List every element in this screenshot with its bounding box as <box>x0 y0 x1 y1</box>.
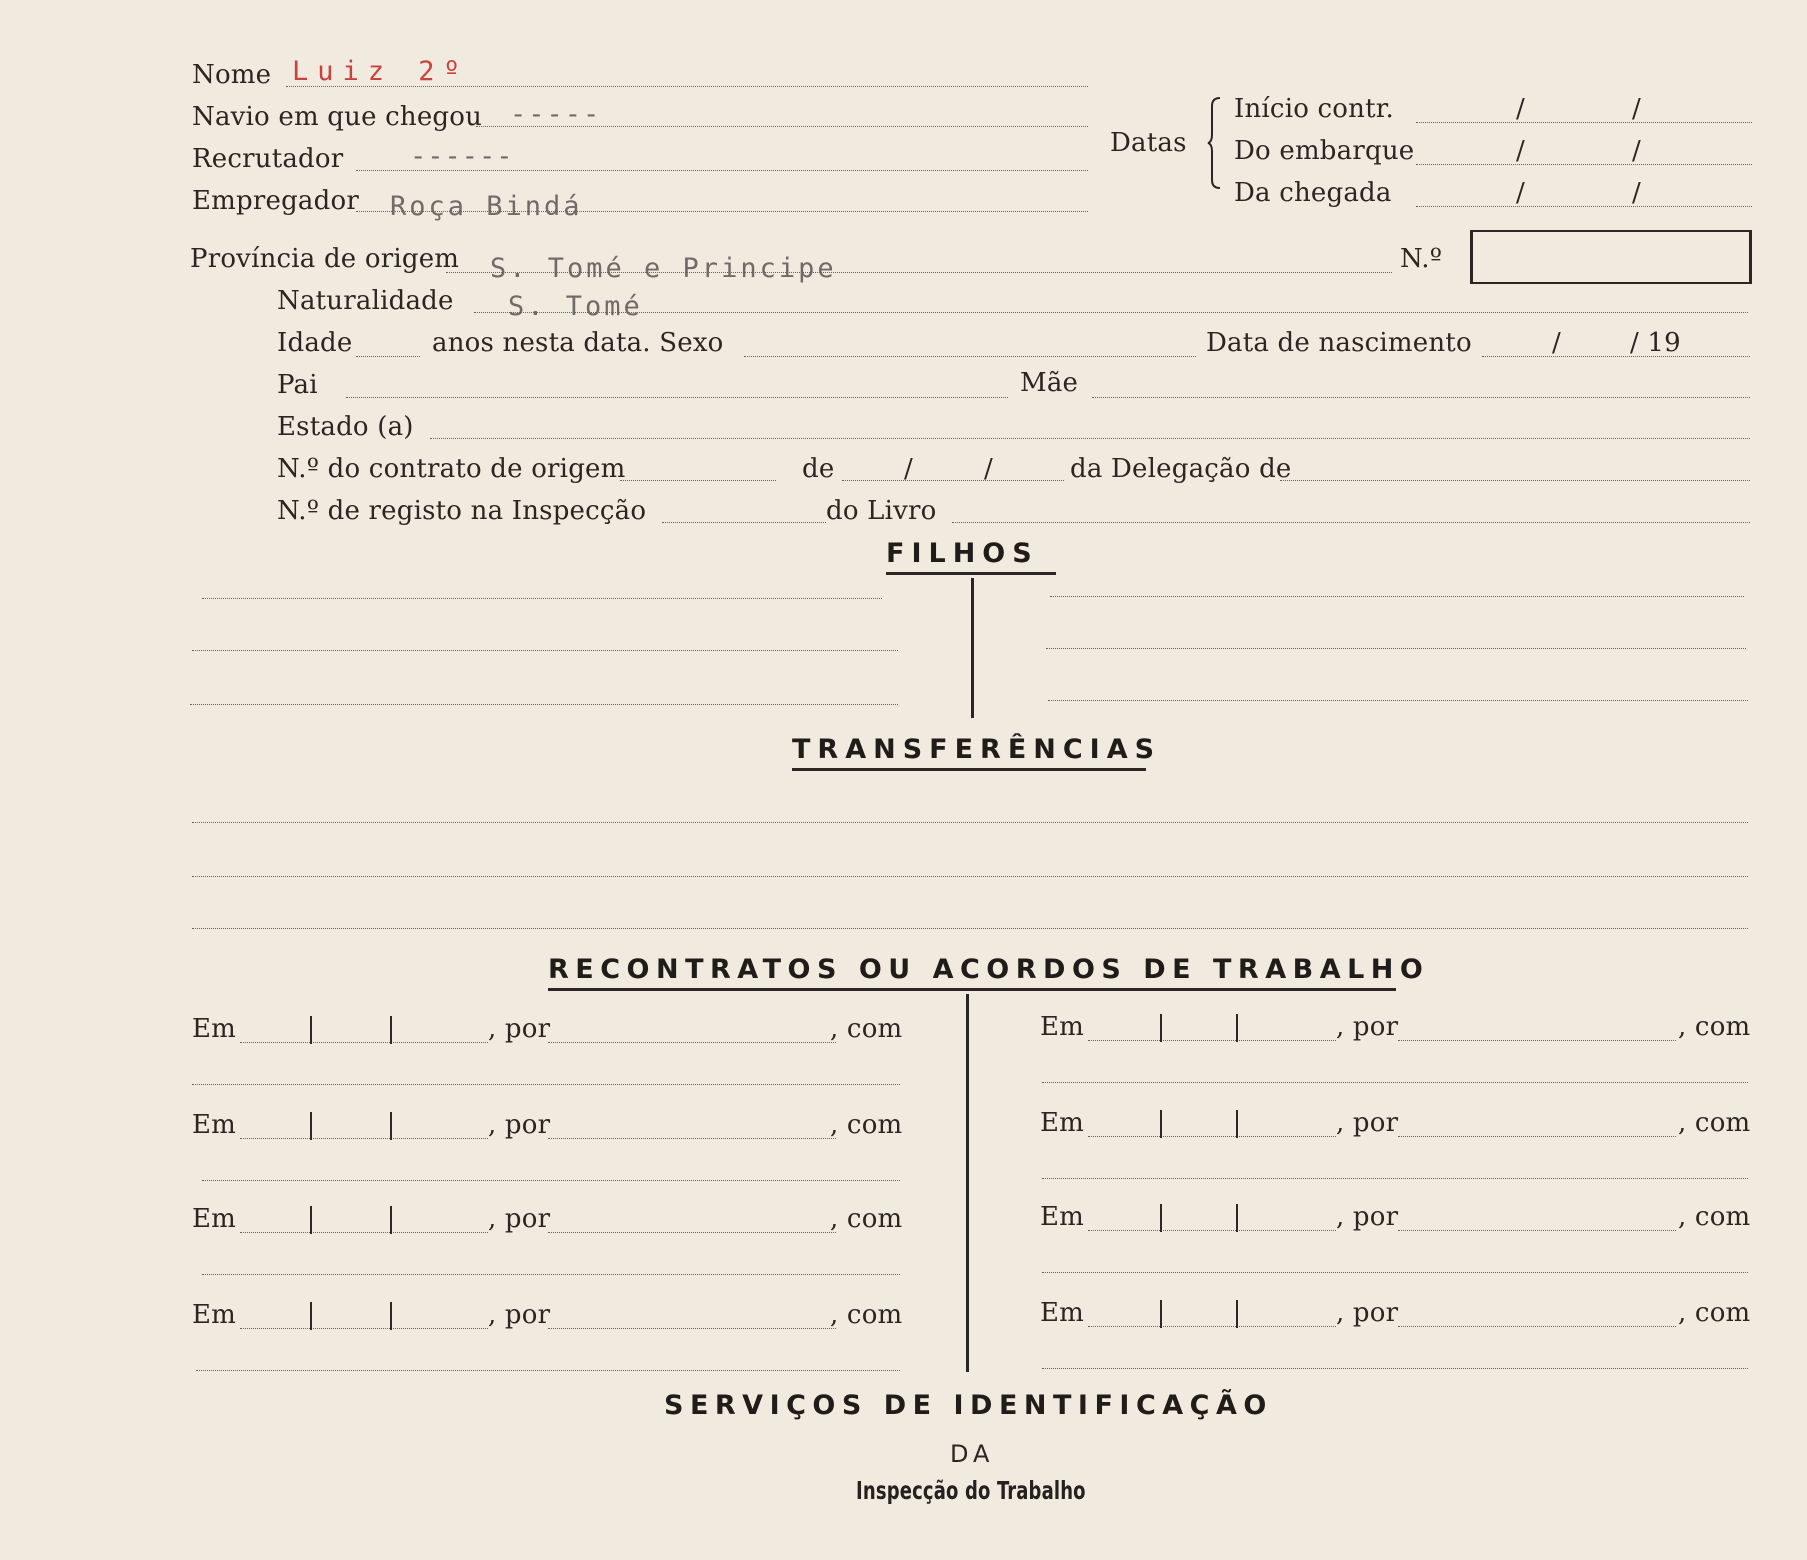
chegada-date-line[interactable] <box>1416 206 1752 207</box>
livro-field-line[interactable] <box>952 522 1750 523</box>
nome-value: Luiz 2º <box>292 56 469 87</box>
em-label: Em <box>192 1300 237 1330</box>
nascimento-year-prefix: / 19 <box>1630 328 1681 358</box>
por-field-line[interactable] <box>548 1328 836 1329</box>
date-separator <box>1236 1110 1238 1138</box>
datas-row-inicio: Início contr. <box>1234 94 1394 124</box>
embarque-slash-1: / <box>1516 136 1525 166</box>
filhos-line-right-1[interactable] <box>1050 596 1744 597</box>
filhos-line-left-2[interactable] <box>192 650 898 651</box>
filhos-line-left-1[interactable] <box>202 598 882 599</box>
empregador-label: Empregador <box>192 186 359 216</box>
date-separator <box>310 1016 312 1044</box>
em-date-line[interactable] <box>240 1042 488 1043</box>
delegacao-label: da Delegação de <box>1070 454 1292 484</box>
contrato-slash-1: / <box>904 454 913 484</box>
por-label: , por <box>1336 1298 1399 1328</box>
date-separator <box>390 1112 392 1140</box>
com-label: , com <box>830 1014 903 1044</box>
com-label: , com <box>1678 1012 1751 1042</box>
naturalidade-label: Naturalidade <box>277 286 454 316</box>
com-label: , com <box>830 1300 903 1330</box>
com-field-line[interactable] <box>202 1274 900 1275</box>
provincia-field-line[interactable] <box>446 272 1392 273</box>
footer-inspeccao: Inspecção do Trabalho <box>856 1476 1086 1505</box>
inicio-slash-1: / <box>1516 94 1525 124</box>
inicio-slash-2: / <box>1632 94 1641 124</box>
por-field-line[interactable] <box>548 1042 836 1043</box>
sexo-field-line[interactable] <box>744 356 1196 357</box>
com-field-line[interactable] <box>202 1180 900 1181</box>
por-field-line[interactable] <box>1398 1230 1676 1231</box>
navio-field-line[interactable] <box>476 126 1088 127</box>
recontratos-heading: RECONTRATOS OU ACORDOS DE TRABALHO <box>548 954 1430 985</box>
numero-label: N.º <box>1400 244 1443 274</box>
idade-field-line[interactable] <box>356 356 420 357</box>
provincia-value: S. Tomé e Principe <box>490 253 837 284</box>
por-field-line[interactable] <box>1398 1136 1676 1137</box>
nascimento-slash: / <box>1552 328 1561 358</box>
nome-label: Nome <box>192 60 272 90</box>
datas-row-chegada: Da chegada <box>1234 178 1392 208</box>
em-label: Em <box>192 1204 237 1234</box>
naturalidade-value: S. Tomé <box>508 291 643 322</box>
idade-label: Idade <box>277 328 353 358</box>
contrato-de-label: de <box>802 454 835 484</box>
pai-field-line[interactable] <box>346 397 1008 398</box>
por-label: , por <box>488 1014 551 1044</box>
empregador-value: Roça Bindá <box>390 191 583 222</box>
navio-label: Navio em que chegou <box>192 102 483 132</box>
em-date-line[interactable] <box>240 1232 488 1233</box>
navio-value: ----- <box>510 99 602 130</box>
date-separator <box>390 1016 392 1044</box>
date-separator <box>1160 1300 1162 1328</box>
em-date-line[interactable] <box>1088 1230 1336 1231</box>
por-label: , por <box>1336 1202 1399 1232</box>
filhos-line-right-3[interactable] <box>1048 700 1748 701</box>
recrutador-label: Recrutador <box>192 144 344 174</box>
date-separator <box>1160 1204 1162 1232</box>
naturalidade-field-line[interactable] <box>474 312 1748 313</box>
em-label: Em <box>1040 1202 1085 1232</box>
por-label: , por <box>1336 1012 1399 1042</box>
em-label: Em <box>1040 1012 1085 1042</box>
pai-label: Pai <box>277 370 318 400</box>
date-separator <box>390 1302 392 1330</box>
por-field-line[interactable] <box>548 1138 836 1139</box>
por-label: , por <box>488 1300 551 1330</box>
com-label: , com <box>1678 1108 1751 1138</box>
com-field-line[interactable] <box>1042 1272 1748 1273</box>
delegacao-field-line[interactable] <box>1280 480 1750 481</box>
date-separator <box>1236 1300 1238 1328</box>
recontratos-underline <box>548 988 1396 991</box>
contrato-label: N.º do contrato de origem <box>277 454 626 484</box>
inicio-date-line[interactable] <box>1416 122 1752 123</box>
em-label: Em <box>1040 1108 1085 1138</box>
registo-field-line[interactable] <box>662 522 826 523</box>
por-label: , por <box>488 1110 551 1140</box>
transferencias-underline <box>792 768 1146 771</box>
por-field-line[interactable] <box>1398 1040 1676 1041</box>
com-field-line[interactable] <box>1042 1082 1748 1083</box>
com-field-line[interactable] <box>1042 1368 1748 1369</box>
date-separator <box>1160 1014 1162 1042</box>
nome-field-line[interactable] <box>286 86 1088 87</box>
filhos-underline <box>886 572 1056 575</box>
nascimento-field-line[interactable] <box>1482 356 1750 357</box>
por-label: , por <box>1336 1108 1399 1138</box>
contrato-date-line[interactable] <box>842 480 1064 481</box>
com-field-line[interactable] <box>196 1370 900 1371</box>
provincia-label: Província de origem <box>190 244 460 274</box>
estado-label: Estado (a) <box>277 412 414 442</box>
transferencias-heading: TRANSFERÊNCIAS <box>792 734 1162 765</box>
datas-row-embarque: Do embarque <box>1234 136 1415 166</box>
com-field-line[interactable] <box>192 1084 900 1085</box>
registo-label: N.º de registo na Inspecção <box>277 496 647 526</box>
recontratos-divider <box>966 994 969 1372</box>
chegada-slash-1: / <box>1516 178 1525 208</box>
mae-field-line[interactable] <box>1092 397 1750 398</box>
date-separator <box>1236 1204 1238 1232</box>
em-date-line[interactable] <box>1088 1326 1336 1327</box>
com-label: , com <box>1678 1202 1751 1232</box>
nascimento-label: Data de nascimento <box>1206 328 1472 358</box>
date-separator <box>1160 1110 1162 1138</box>
em-date-line[interactable] <box>240 1328 488 1329</box>
com-label: , com <box>1678 1298 1751 1328</box>
date-separator <box>390 1206 392 1234</box>
com-label: , com <box>830 1110 903 1140</box>
em-date-line[interactable] <box>1088 1136 1336 1137</box>
recrutador-value: ------ <box>410 141 514 172</box>
por-label: , por <box>488 1204 551 1234</box>
contrato-field-line[interactable] <box>620 480 776 481</box>
transferencias-line-2[interactable] <box>192 876 1748 877</box>
em-label: Em <box>1040 1298 1085 1328</box>
com-label: , com <box>830 1204 903 1234</box>
anos-sexo-label: anos nesta data. Sexo <box>432 328 724 358</box>
em-label: Em <box>192 1110 237 1140</box>
em-date-line[interactable] <box>1088 1040 1336 1041</box>
date-separator <box>1236 1014 1238 1042</box>
por-field-line[interactable] <box>548 1232 836 1233</box>
datas-brace <box>1206 96 1226 190</box>
em-date-line[interactable] <box>240 1138 488 1139</box>
embarque-date-line[interactable] <box>1416 164 1752 165</box>
footer-da: DA <box>950 1440 995 1468</box>
por-field-line[interactable] <box>1398 1326 1676 1327</box>
footer-title: SERVIÇOS DE IDENTIFICAÇÃO <box>664 1390 1273 1421</box>
recrutador-field-line[interactable] <box>356 170 1088 171</box>
filhos-line-right-2[interactable] <box>1046 648 1746 649</box>
embarque-slash-2: / <box>1632 136 1641 166</box>
empregador-field-line[interactable] <box>356 211 1088 212</box>
filhos-divider <box>971 578 974 718</box>
date-separator <box>310 1206 312 1234</box>
mae-label: Mãe <box>1020 368 1079 398</box>
transferencias-line-3[interactable] <box>192 928 1748 929</box>
em-label: Em <box>192 1014 237 1044</box>
livro-label: do Livro <box>826 496 937 526</box>
contrato-slash-2: / <box>984 454 993 484</box>
transferencias-line-1[interactable] <box>192 822 1748 823</box>
datas-label: Datas <box>1110 128 1187 158</box>
estado-field-line[interactable] <box>430 438 1750 439</box>
numero-box[interactable] <box>1470 230 1752 284</box>
date-separator <box>310 1112 312 1140</box>
com-field-line[interactable] <box>1042 1178 1748 1179</box>
date-separator <box>310 1302 312 1330</box>
filhos-line-left-3[interactable] <box>190 704 898 705</box>
chegada-slash-2: / <box>1632 178 1641 208</box>
filhos-heading: FILHOS <box>886 538 1039 569</box>
